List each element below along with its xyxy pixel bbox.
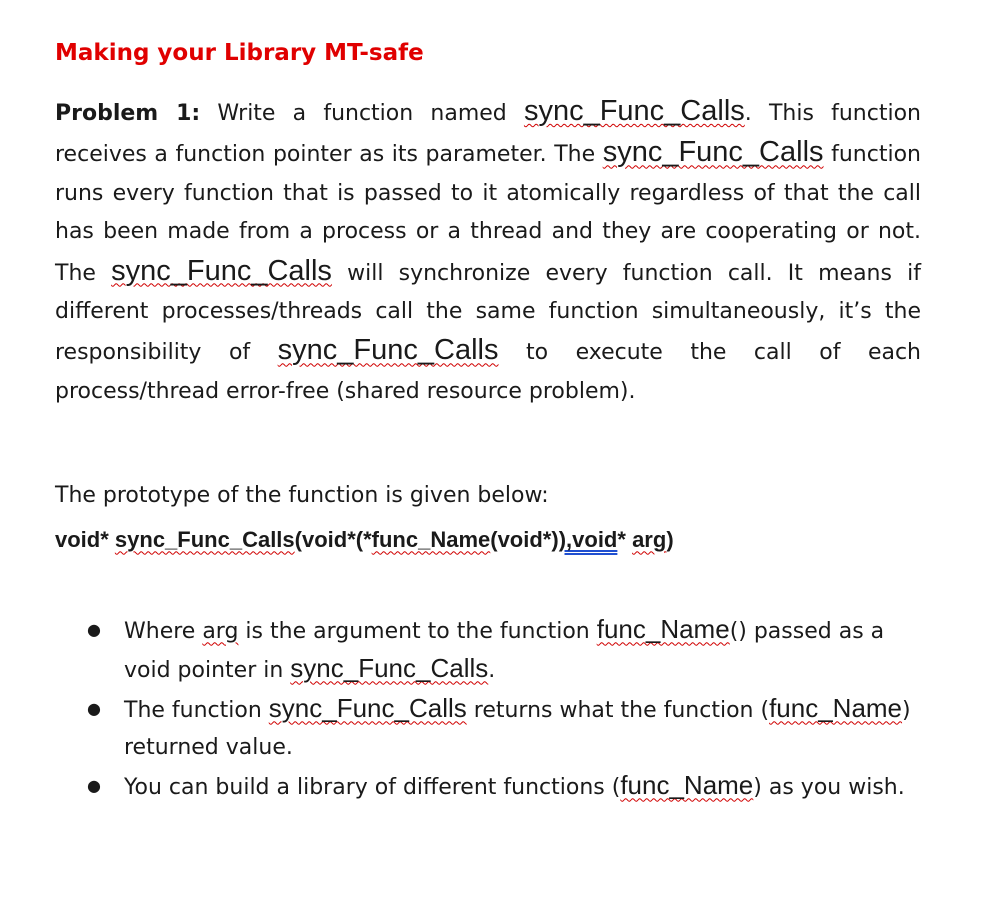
func-name: func_Name: [596, 614, 730, 645]
problem-text-1: Write a function named: [200, 101, 524, 126]
list-item: [124, 767, 921, 806]
bullet-text: ) returned value.: [124, 698, 911, 761]
problem-paragraph: [55, 92, 921, 411]
list-item: [124, 690, 921, 766]
func-name: func_Name: [620, 770, 754, 801]
bullet-text: returns what the function (: [466, 698, 770, 724]
proto-arg: arg: [632, 527, 667, 553]
problem-label: Problem 1:: [55, 101, 201, 126]
proto-part: ): [666, 527, 674, 553]
problem-text-5: to execute the call of each process/thread error-free (shared resource problem).: [55, 340, 921, 404]
problem-text-4: will synchronize every function call. It means if different processes/threads call the same function simultaneously, it’s the responsibility of: [55, 260, 921, 366]
function-name: sync_Func_Calls: [602, 136, 824, 169]
func-name: func_Name: [769, 693, 903, 724]
bullet-text: () passed as a void pointer in: [124, 619, 885, 684]
function-name: sync_Func_Calls: [268, 693, 467, 724]
document-page: [55, 40, 921, 807]
bullet-text: ) as you wish.: [753, 775, 905, 801]
function-name: sync_Func_Calls: [523, 95, 745, 127]
notes-list: [55, 611, 921, 806]
proto-param-name: func_Name: [371, 527, 491, 553]
prototype-code: [55, 525, 921, 555]
problem-text-2: . This function receives a function pointer as its parameter. The: [55, 101, 921, 168]
proto-part: void*: [55, 527, 115, 553]
section-title: Making your Library MT-safe: [55, 40, 424, 66]
bullet-text: .: [488, 658, 496, 684]
proto-part: (void*): [490, 527, 559, 553]
list-item: [124, 611, 921, 689]
problem-text-3: function runs every function that is passed to it atomically regardless of that the call has been made from a process or a thread and they are cooperating or not. The: [55, 142, 921, 286]
function-name: sync_Func_Calls: [290, 653, 489, 684]
prototype-label: The prototype of the function is given below:: [55, 483, 549, 509]
function-name: sync_Func_Calls: [277, 334, 499, 367]
proto-part: *: [617, 527, 633, 553]
function-name: sync_Func_Calls: [111, 254, 332, 287]
bullet-text: The function: [124, 698, 269, 724]
bullet-text: is the argument to the function: [238, 619, 597, 645]
proto-part: (void*(*: [294, 527, 372, 553]
proto-fn-name: sync_Func_Calls: [114, 527, 295, 553]
bullet-text: You can build a library of different functions (: [124, 775, 621, 801]
bullet-text: Where: [124, 619, 203, 645]
proto-part: ),void: [558, 527, 618, 553]
arg-name: arg: [202, 619, 239, 645]
